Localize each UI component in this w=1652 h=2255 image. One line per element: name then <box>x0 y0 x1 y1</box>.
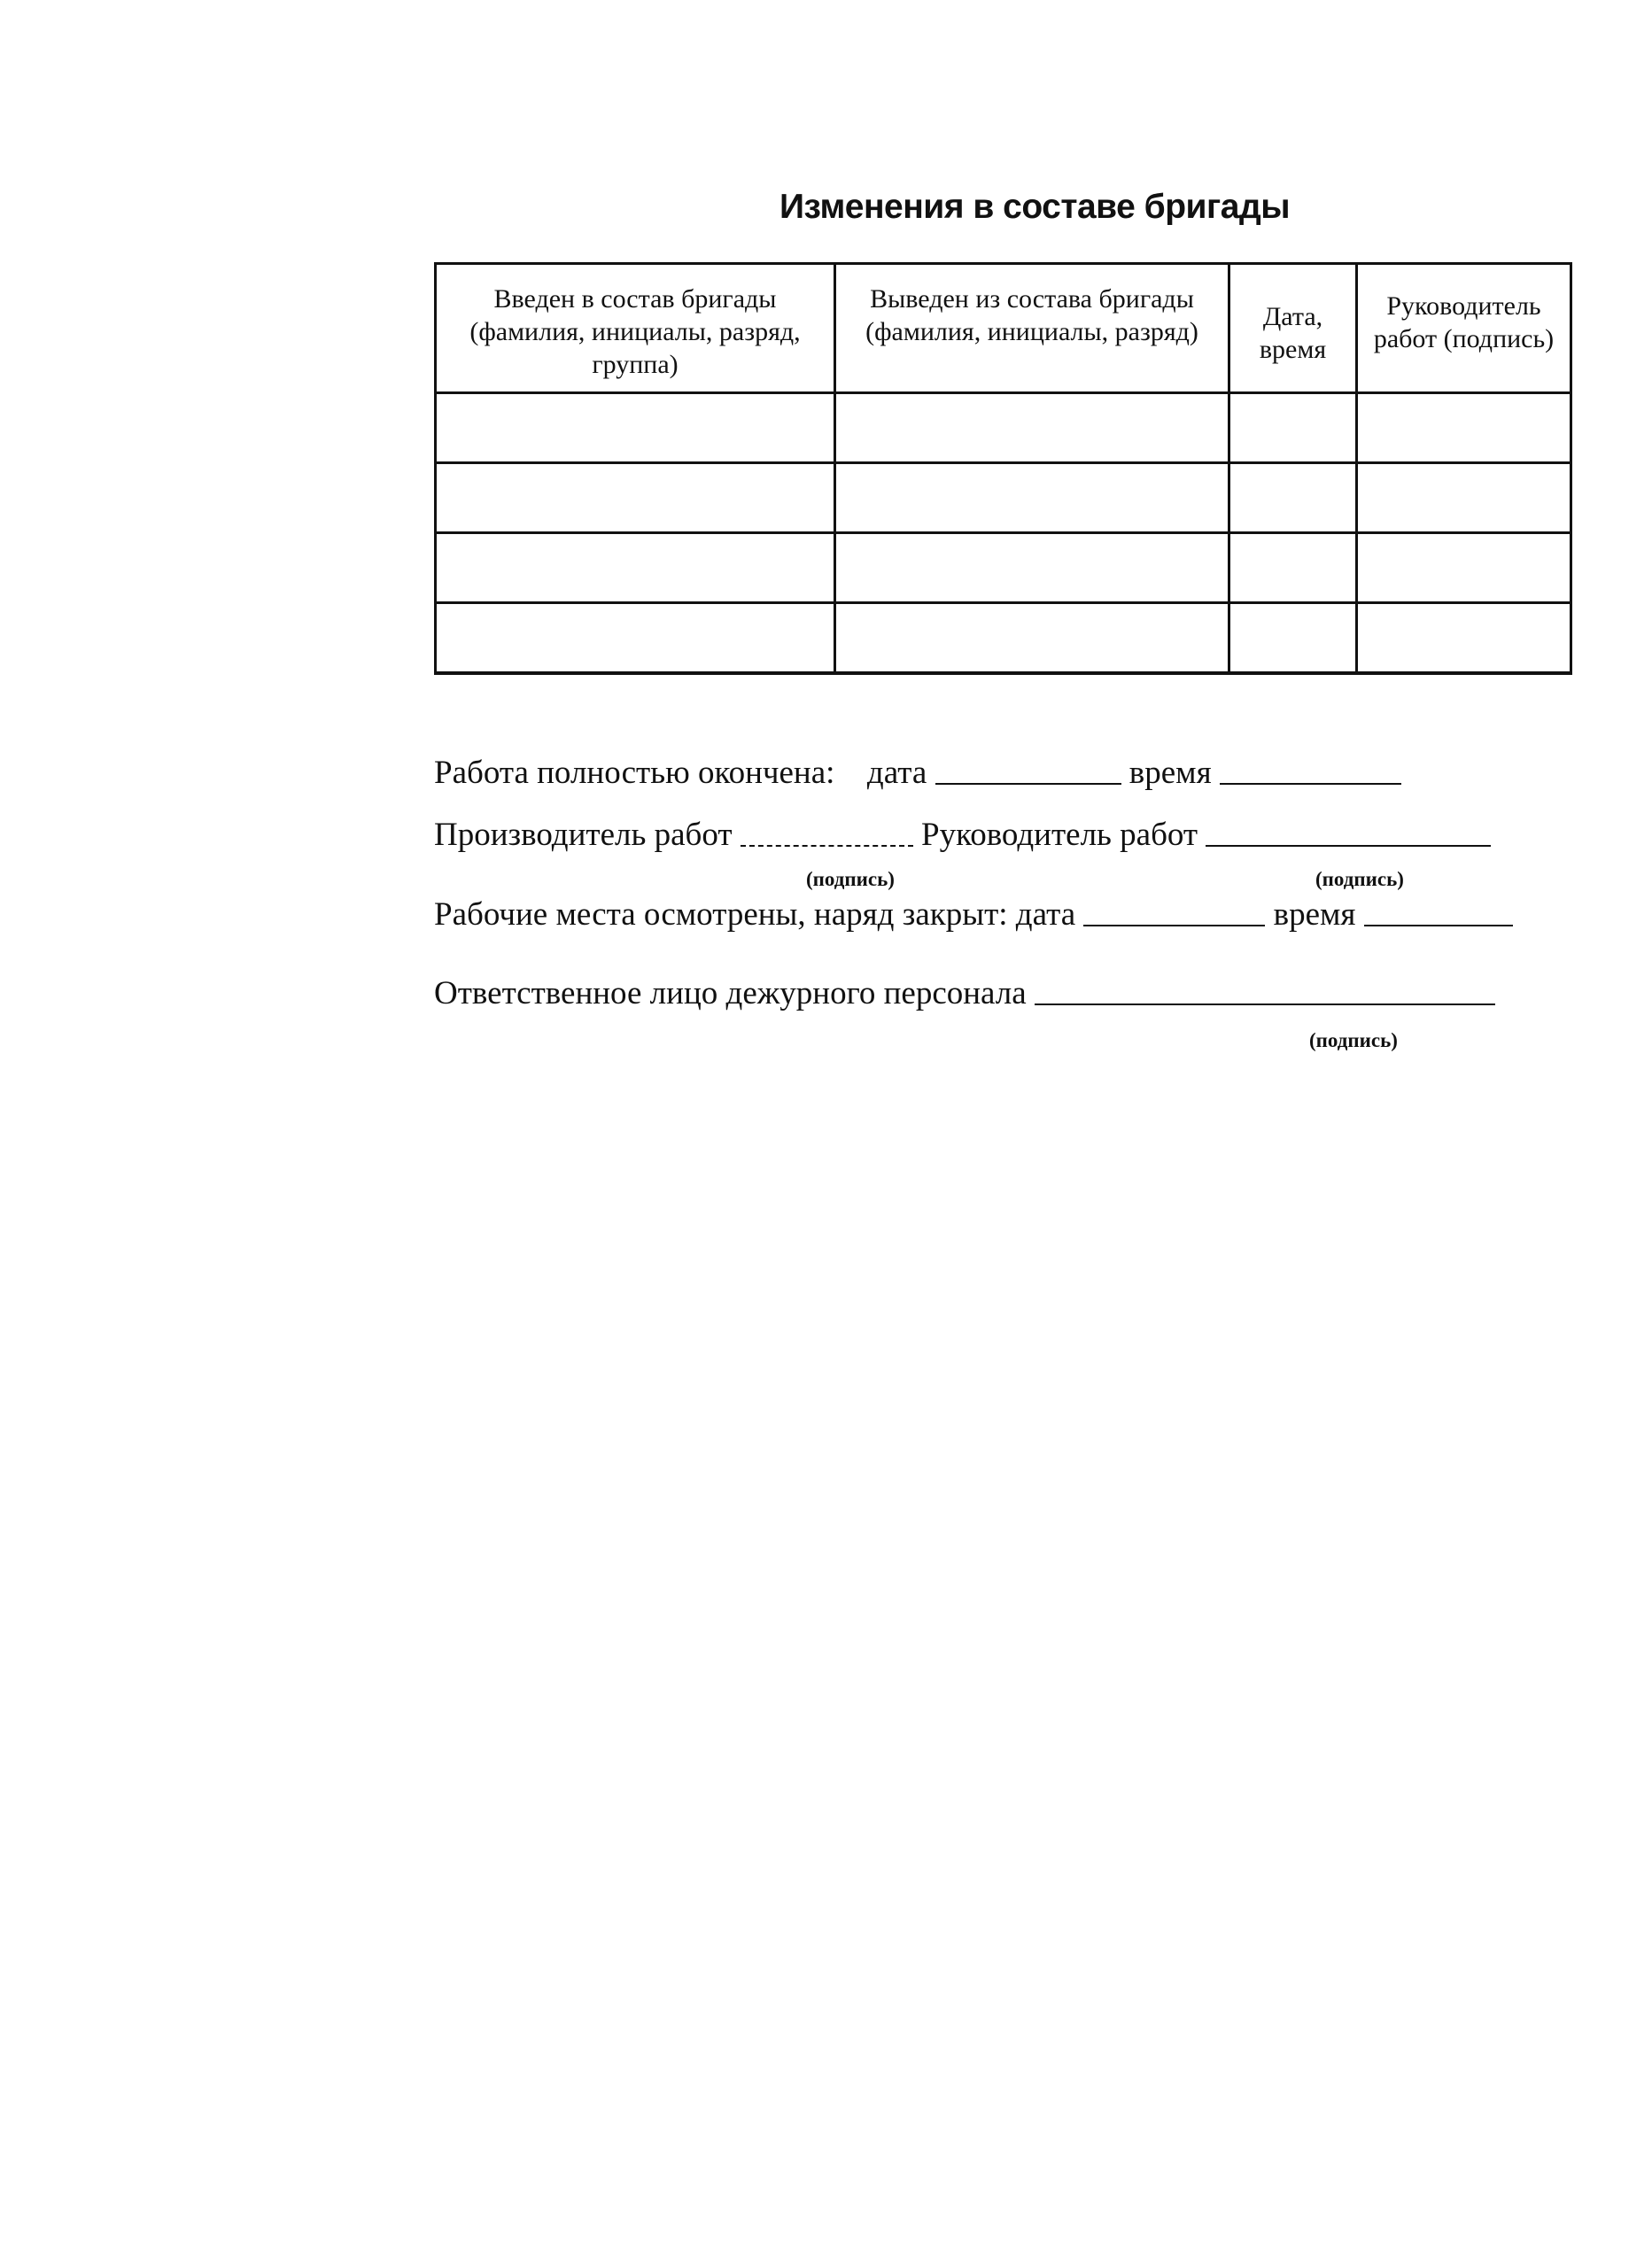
completion-time-field[interactable] <box>1220 756 1401 785</box>
table-cell[interactable] <box>1229 603 1357 674</box>
table-header-row <box>436 264 1571 393</box>
work-completed-label: Работа полностью окончена: <box>434 755 835 791</box>
header-added-member: Введен в состав бригады (фамилия, инициалы, разряд, группа) <box>436 264 835 393</box>
closure-time-field[interactable] <box>1364 898 1513 926</box>
brigade-changes-table <box>434 262 1572 675</box>
header-supervisor-signature: Руководитель работ (подпись) <box>1357 264 1571 393</box>
supervisor-label: Руководитель работ <box>921 817 1198 853</box>
date-label: дата <box>866 755 927 791</box>
table-cell[interactable] <box>1357 463 1571 533</box>
table-cell[interactable] <box>1229 463 1357 533</box>
time-label-2: время <box>1273 896 1356 933</box>
table-row <box>436 533 1571 603</box>
workplaces-closed-line <box>434 896 1513 934</box>
table-cell[interactable] <box>1229 533 1357 603</box>
table-cell[interactable] <box>436 463 835 533</box>
table-row <box>436 603 1571 674</box>
table-cell[interactable] <box>835 463 1229 533</box>
producer-label: Производитель работ <box>434 817 733 853</box>
supervisor-signature-caption: (подпись) <box>1315 868 1404 890</box>
work-completed-line <box>434 755 1401 792</box>
table-cell[interactable] <box>436 603 835 674</box>
table-cell[interactable] <box>436 393 835 463</box>
responsible-signature-caption: (подпись) <box>1309 1029 1398 1051</box>
producer-signature-field[interactable] <box>741 818 913 847</box>
workplaces-closed-label: Рабочие места осмотрены, наряд закрыт: дата <box>434 896 1076 933</box>
table-cell[interactable] <box>1357 603 1571 674</box>
supervisor-signature-field[interactable] <box>1206 818 1491 847</box>
table-cell[interactable] <box>1229 393 1357 463</box>
completion-date-field[interactable] <box>935 756 1121 785</box>
table-row <box>436 463 1571 533</box>
producer-signature-caption: (подпись) <box>806 868 895 890</box>
page-title: Изменения в составе бригады <box>779 188 1291 226</box>
table-cell[interactable] <box>1357 533 1571 603</box>
table-cell[interactable] <box>835 603 1229 674</box>
responsible-person-line <box>434 975 1495 1012</box>
table-cell[interactable] <box>835 533 1229 603</box>
header-removed-member: Выведен из состава бригады (фамилия, инициалы, разряд) <box>835 264 1229 393</box>
responsible-signature-field[interactable] <box>1035 977 1495 1005</box>
responsible-person-label: Ответственное лицо дежурного персонала <box>434 975 1027 1011</box>
closure-date-field[interactable] <box>1083 898 1265 926</box>
table-cell[interactable] <box>835 393 1229 463</box>
time-label: время <box>1128 755 1212 791</box>
signatures-line <box>434 817 1491 854</box>
table-row <box>436 393 1571 463</box>
header-date-time: Дата, время <box>1229 264 1357 393</box>
table-cell[interactable] <box>436 533 835 603</box>
table-cell[interactable] <box>1357 393 1571 463</box>
